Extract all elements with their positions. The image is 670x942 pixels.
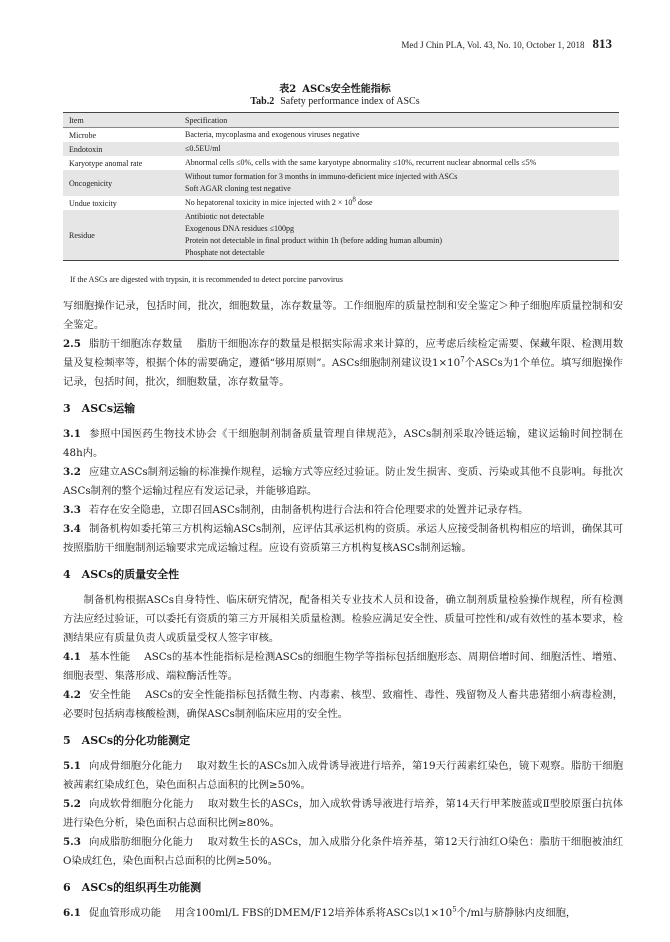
- item-cell: Oncogenicity: [63, 170, 179, 196]
- table-title-en: Safety performance index of ASCs: [280, 96, 420, 107]
- spec-line: Protein not detectable in final product within 1h (before adding human albumin): [185, 236, 443, 245]
- section-3-4: [63, 520, 623, 558]
- table-row: [63, 170, 619, 196]
- spec-line: Bacteria, mycoplasma and exogenous viruses negative: [185, 130, 360, 139]
- section-text: 应建立ASCs制剂运输的标准操作规程，运输方式等应经过验证。防止发生损害、变质、污染或其他不良影响。每批次ASCs制剂的整个运输过程应有发运记录，并能够追踪。: [63, 466, 623, 497]
- section-title: 促血管形成功能: [88, 907, 161, 919]
- journal-citation: Med J Chin PLA, Vol. 43, No. 10, October 1, 2018: [401, 40, 585, 50]
- section-5-3: [63, 833, 623, 871]
- section-text: 参照中国医药生物技术协会《干细胞制剂制备质量管理自律规范》，ASCs制剂采取冷链运输，建议运输时间控制在48h内。: [63, 428, 623, 459]
- section-text: 制备机构如委托第三方机构运输ASCs制剂，应评估其承运机构的资质。承运人应接受制备机构相应的培训，确保其可按照脂肪干细胞制剂运输要求完成运输过程。应设有资质第三方机构复核ASCs制剂运输。: [63, 523, 623, 554]
- page-number: 813: [592, 36, 612, 51]
- spec-cell: [179, 156, 619, 170]
- table-footnote: If the ASCs are digested with trypsin, it is recommended to detect porcine parvovirus: [70, 275, 343, 284]
- item-cell: Residue: [63, 210, 179, 261]
- section-number: 5.2: [63, 798, 81, 810]
- section-heading-3: 3 ASCs运输: [63, 402, 136, 415]
- paragraph: 制备机构根据ASCs自身特性、临床研究情况，配备相关专业技术人员和设备，确立制剂质量检验操作规程，所有检测方法应经过验证，可以委托有资质的第三方开展相关质量检测。检验应满足安全性、质量可控性和/或有效性的基本要求，检测结果应有质量负责人或质量受权人签字审核。: [63, 594, 623, 644]
- spec-cell: [179, 170, 619, 196]
- section-number: 3.1: [63, 428, 81, 440]
- section-3-1: [63, 425, 623, 463]
- section-number: 5.3: [63, 836, 81, 848]
- spec-line: [185, 197, 613, 209]
- section-5-2: [63, 795, 623, 833]
- spec-text: dose: [355, 198, 373, 207]
- section-title: 基本性能: [88, 651, 131, 663]
- section-number: 3.4: [63, 523, 81, 535]
- spec-line: Exogenous DNA residues ≤100pg: [185, 224, 295, 233]
- column-header-item: Item: [63, 113, 179, 128]
- table-row: [63, 196, 619, 210]
- section-number: 6.1: [63, 907, 81, 919]
- section-3-3: [63, 501, 623, 520]
- section-4-2: [63, 686, 623, 724]
- section-text: 取对数生长的ASCs，加入成软骨诱导液进行培养，第14天行甲苯胺蓝或Ⅱ型胶原蛋白抗体进行染色分析，染色面积占总面积比例≥80%。: [63, 798, 623, 829]
- section-number: 5.1: [63, 760, 81, 772]
- spec-cell: [179, 196, 619, 210]
- spec-cell: [179, 142, 619, 156]
- section-title: 向成脂肪细胞分化能力: [88, 836, 194, 848]
- section-text: 取对数生长的ASCs，加入成脂分化条件培养基，第12天行油红O染色：脂肪干细胞被油红O染成红色，染色面积占总面积的比例≥50%。: [63, 836, 624, 867]
- table-label-zh: 表2: [279, 84, 297, 95]
- table-row: [63, 210, 619, 261]
- section-4-1: [63, 648, 623, 686]
- section-number: 3.2: [63, 466, 81, 478]
- paragraph: 写细胞操作记录，包括时间，批次，细胞数量，冻存数量等。工作细胞库的质量控制和安全鉴定＞种子细胞库质量控制和安全鉴定。: [63, 300, 623, 331]
- safety-index-table: [63, 112, 619, 261]
- table-title-zh: ASCs安全性能指标: [302, 84, 391, 95]
- section-number: 4.2: [63, 689, 81, 701]
- spec-line: Without tumor formation for 3 months in immuno-deficient mice injected with ASCs: [185, 172, 458, 181]
- section-text: ASCs的基本性能指标是检测ASCs的细胞生物学等指标包括细胞形态、周期倍增时间、细胞活性、增殖、细胞表型、集落形成、端粒酶活性等。: [63, 651, 623, 682]
- table-caption-en: [0, 96, 670, 107]
- item-cell: Microbe: [69, 130, 97, 140]
- table-label-en: Tab.2: [250, 96, 275, 107]
- running-header: [401, 36, 612, 52]
- table-header-row: [63, 113, 619, 128]
- table-row: [63, 156, 619, 170]
- section-2-5: [63, 335, 623, 392]
- section-text: 个/ml与脐静脉内皮细胞，: [456, 907, 577, 919]
- column-header-specification: Specification: [179, 113, 619, 128]
- spec-line: Antibiotic not detectable: [185, 212, 265, 221]
- section-text: 个ASCs为1个单位。填写细胞操作记录，包括时间，批次，细胞数量，冻存数量等。: [63, 357, 623, 388]
- section-text: 脂肪干细胞冻存的数量是根据实际需求来计算的，应考虑后续检定需要、保藏年限、检测用数量及复检频率等，根据个体的需要确定，遵循“够用原则”。ASCs细胞制剂建议设1×10: [63, 338, 623, 369]
- spec-line: Abnormal cells ≤0%, cells with the same karyotype abnormality ≤10%, recurrent nuclear abnormal cells ≤5%: [185, 158, 537, 167]
- exponent: 5: [452, 905, 457, 914]
- spec-cell: [179, 210, 619, 261]
- table-caption-zh: [0, 80, 670, 95]
- article-body: [63, 297, 623, 923]
- spec-exponent: 8: [352, 195, 356, 204]
- section-heading-4: 4 ASCs的质量安全性: [63, 568, 180, 581]
- section-title: 安全性能: [88, 689, 131, 701]
- section-title: 向成骨细胞分化能力: [88, 760, 183, 772]
- table-row: [63, 128, 619, 143]
- section-number: 2.5: [63, 338, 81, 350]
- spec-text: No hepatorenal toxicity in mice injected with 2 × 10: [185, 198, 353, 207]
- item-cell: Endotoxin: [63, 142, 179, 156]
- section-6-1: [63, 904, 623, 923]
- spec-line: ≤0.5EU/ml: [185, 144, 221, 153]
- table-row: [63, 142, 619, 156]
- section-5-1: [63, 757, 623, 795]
- section-text: 取对数生长的ASCs加入成骨诱导液进行培养，第19天行茜素红染色，镜下观察。脂肪干细胞被茜素红染成红色，染色面积占总面积的比例≥50%。: [63, 760, 623, 791]
- section-text: 若存在安全隐患，立即召回ASCs制剂，由制备机构进行合法和符合伦理要求的处置并记录存档。: [88, 504, 529, 516]
- section-title: 脂肪干细胞冻存数量: [88, 338, 183, 350]
- spec-line: Phosphate not detectable: [185, 248, 265, 257]
- section-number: 3.3: [63, 504, 81, 516]
- section-text: ASCs的安全性能指标包括微生物、内毒素、核型、致瘤性、毒性、残留物及人畜共患猪细小病毒检测，必要时包括病毒核酸检测，确保ASCs制剂临床应用的安全性。: [63, 689, 624, 720]
- item-cell: Karyotype anomal rate: [69, 158, 143, 168]
- section-number: 4.1: [63, 651, 81, 663]
- spec-line: Soft AGAR cloning test negative: [185, 184, 291, 193]
- spec-cell: [179, 128, 619, 143]
- exponent: 7: [460, 355, 465, 364]
- item-cell: Undue toxicity: [69, 198, 117, 208]
- section-heading-5: 5 ASCs的分化功能测定: [63, 734, 191, 747]
- section-heading-6: 6 ASCs的组织再生功能测: [63, 881, 202, 894]
- section-3-2: [63, 463, 623, 501]
- section-title: 向成软骨细胞分化能力: [88, 798, 194, 810]
- section-text: 用含100ml/L FBS的DMEM/F12培养体系将ASCs以1×10: [175, 907, 453, 919]
